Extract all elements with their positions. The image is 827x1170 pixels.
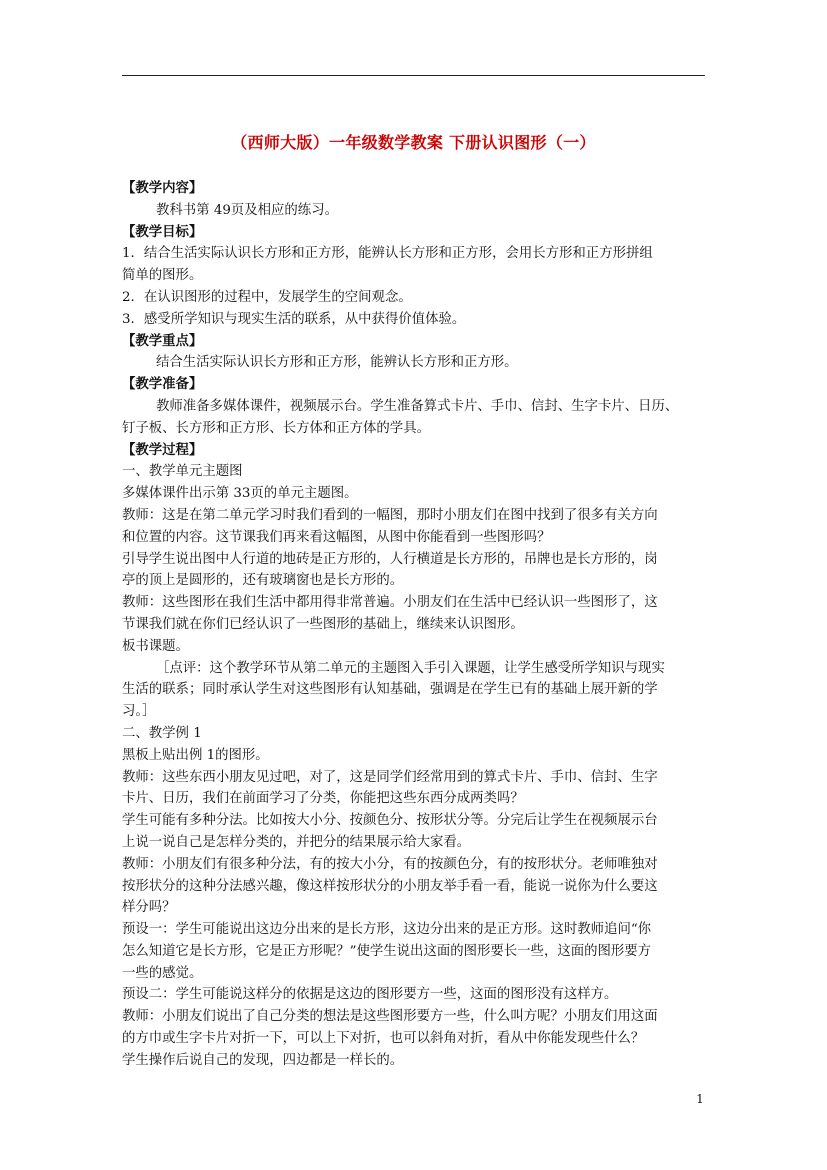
section-heading: 【教学目标】 <box>122 224 203 240</box>
paragraph-line: 节课我们就在你们已经认识了一些图形的基础上，继续来认识图形。 <box>122 616 524 632</box>
page-number: 1 <box>696 1092 704 1106</box>
paragraph-line: 教师：小朋友们说出了自己分类的想法是这些图形要方一些，什么叫方呢？小朋友们用这面 <box>122 1009 658 1025</box>
paragraph-line: 1．结合生活实际认识长方形和正方形，能辨认长方形和正方形，会用长方形和正方形拼组 <box>122 246 653 262</box>
paragraph-line: 预设一：学生可能说出这边分出来的是长方形，这边分出来的是正方形。这时教师追问“你 <box>122 922 652 938</box>
paragraph-line: 按形状分的这种分法感兴趣，像这样按形状分的小朋友举手看一看，能说一说你为什么要这 <box>122 878 658 894</box>
paragraph-line: 预设二：学生可能说这样分的依据是这边的图形要方一些，这面的图形没有这样方。 <box>122 987 618 1003</box>
section-heading: 【教学重点】 <box>122 333 203 349</box>
section-heading: 【教学过程】 <box>122 442 203 458</box>
paragraph-line: 二、教学例 1 <box>122 725 202 741</box>
paragraph-line: 教师：小朋友们有很多种分法，有的按大小分，有的按颜色分，有的按形状分。老师唯独对 <box>122 856 658 872</box>
paragraph-line: 黑板上贴出例 1的图形。 <box>122 747 269 763</box>
section-heading: 【教学准备】 <box>122 377 203 393</box>
paragraph-line: 一、教学单元主题图 <box>122 464 243 480</box>
paragraph-line: ［点评：这个教学环节从第二单元的主题图入手引入课题，让学生感受所学知识与现实 <box>156 660 665 676</box>
paragraph-line: 卡片、日历，我们在前面学习了分类，你能把这些东西分成两类吗？ <box>122 791 524 807</box>
paragraph-line: 3．感受所学知识与现实生活的联系，从中获得价值体验。 <box>122 311 466 327</box>
paragraph-line: 多媒体课件出示第 33页的单元主题图。 <box>122 486 358 502</box>
paragraph-line: 上说一说自己是怎样分类的，并把分的结果展示给大家看。 <box>122 834 471 850</box>
document-body <box>122 178 712 1072</box>
paragraph-line: 引导学生说出图中人行道的地砖是正方形的，人行横道是长方形的，吊牌也是长方形的，岗 <box>122 551 658 567</box>
paragraph-line: 教师：这是在第二单元学习时我们看到的一幅图，那时小朋友们在图中找到了很多有关方向 <box>122 507 658 523</box>
paragraph-line: 板书课题。 <box>122 638 189 654</box>
paragraph-line: 钉子板、长方形和正方形、长方体和正方体的学具。 <box>122 420 430 436</box>
paragraph-line: 怎么知道它是长方形，它是正方形呢？”使学生说出这面的图形要长一些，这面的图形要方 <box>122 943 652 959</box>
paragraph-line: 学生操作后说自己的发现，四边都是一样长的。 <box>122 1052 404 1068</box>
paragraph-line: 的方巾或生字卡片对折一下，可以上下对折，也可以斜角对折，看从中你能发现些什么？ <box>122 1031 645 1047</box>
paragraph-line: 2．在认识图形的过程中，发展学生的空间观念。 <box>122 289 412 305</box>
section-heading: 【教学内容】 <box>122 181 203 196</box>
paragraph-line: 教科书第 49页及相应的练习。 <box>156 202 338 218</box>
header-rule <box>122 75 705 76</box>
paragraph-line: 和位置的内容。这节课我们再来看这幅图，从图中你能看到一些图形吗？ <box>122 529 551 545</box>
paragraph-line: 教师准备多媒体课件，视频展示台。学生准备算式卡片、手巾、信封、生字卡片、日历、 <box>156 398 679 414</box>
paragraph-line: 亭的顶上是圆形的，还有玻璃窗也是长方形的。 <box>122 573 404 589</box>
paragraph-line: 教师：这些图形在我们生活中都用得非常普遍。小朋友们在生活中已经认识一些图形了，这 <box>122 595 658 611</box>
paragraph-line: 简单的图形。 <box>122 268 203 284</box>
paragraph-line: 习。］ <box>122 704 156 720</box>
paragraph-line: 教师：这些东西小朋友见过吧，对了，这是同学们经常用到的算式卡片、手巾、信封、生字 <box>122 769 658 785</box>
document-title: （西师大版）一年级数学教案 下册认识图形（一） <box>231 133 596 152</box>
paragraph-line: 生活的联系；同时承认学生对这些图形有认知基础，强调是在学生已有的基础上展开新的学 <box>122 682 658 698</box>
paragraph-line: 结合生活实际认识长方形和正方形，能辨认长方形和正方形。 <box>156 355 518 371</box>
paragraph-line: 一些的感觉。 <box>122 965 203 981</box>
paragraph-line: 学生可能有多种分法。比如按大小分、按颜色分、按形状分等。分完后让学生在视频展示台 <box>122 813 658 829</box>
paragraph-line: 样分吗？ <box>122 900 176 916</box>
